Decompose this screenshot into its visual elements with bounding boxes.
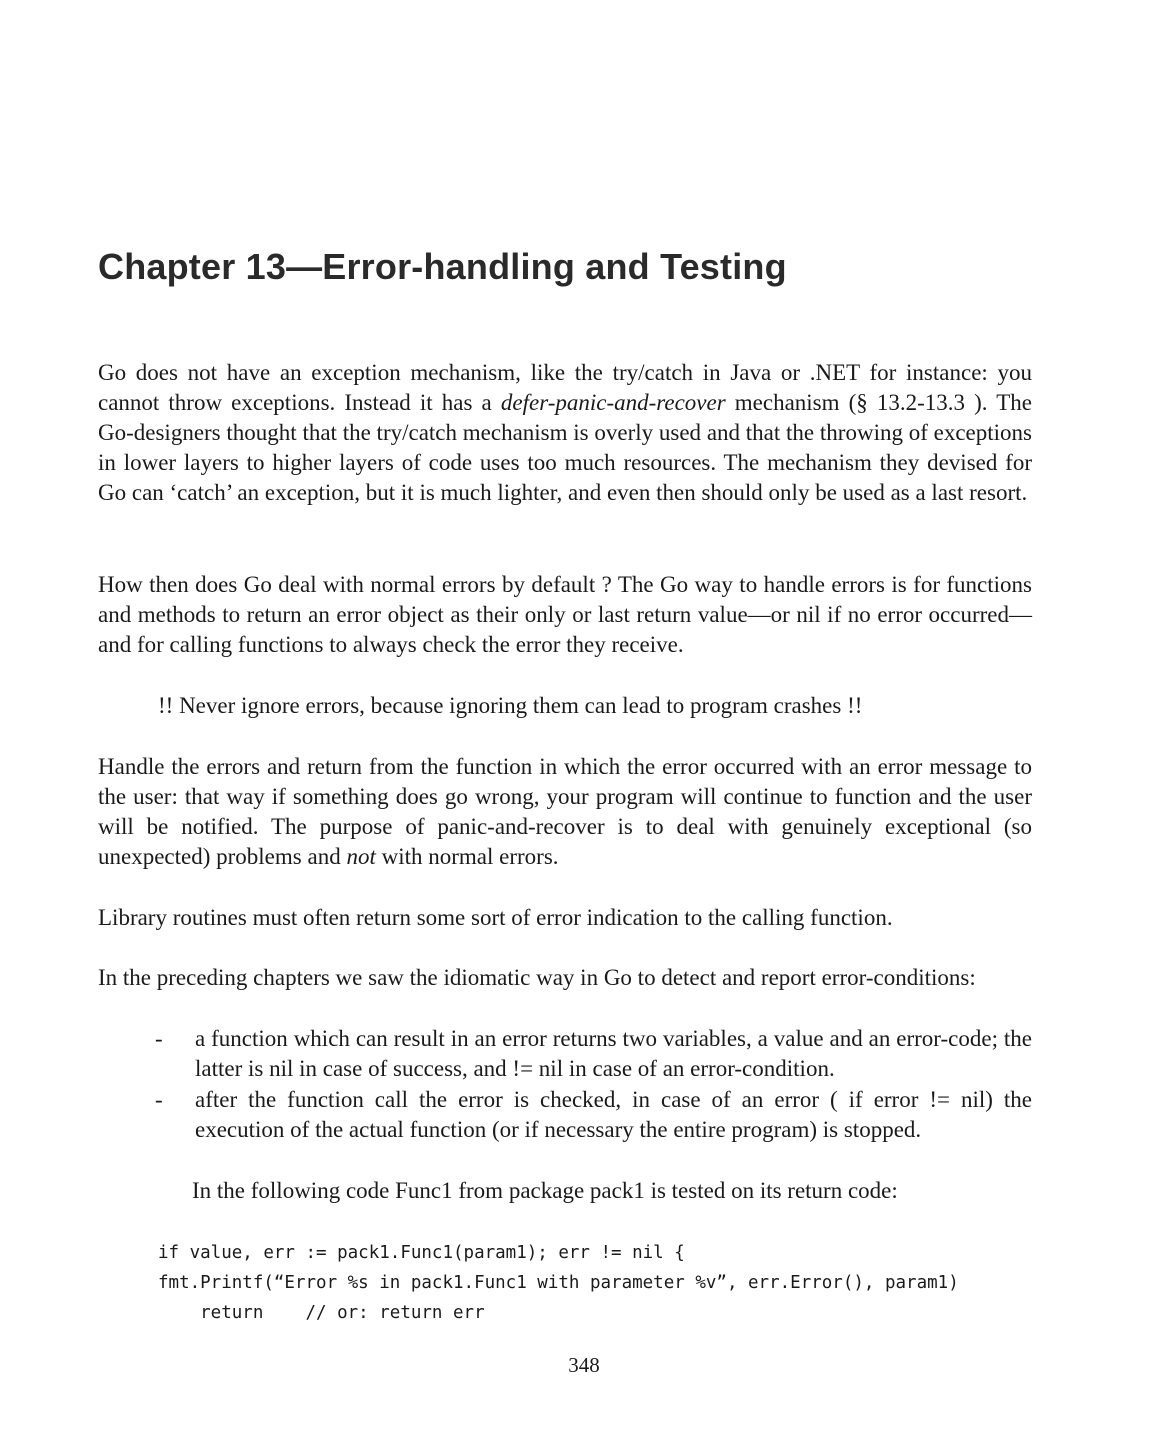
code-line: fmt.Printf(“Error %s in pack1.Func1 with parameter %v”, err.Error(), param1) <box>158 1273 959 1293</box>
paragraph-go-way: How then does Go deal with normal errors by default ? The Go way to handle errors is for functions and methods to return an error object as their only or last return value—or nil if no error occurred—and for calling functions to always check the error they receive. <box>98 572 1032 657</box>
bullet-marker: - <box>155 1026 163 1051</box>
paragraph-handle-errors-italic: not <box>346 844 376 869</box>
list-item-text: after the function call the error is checked, in case of an error ( if error != nil) the execution of the actual function (or if necessary the entire program) is stopped. <box>195 1087 1032 1142</box>
list-item <box>155 1085 1032 1145</box>
bullet-marker: - <box>155 1087 163 1112</box>
list-item-text: a function which can result in an error returns two variables, a value and an error-code; the latter is nil in case of success, and != nil in case of an error-condition. <box>195 1026 1032 1081</box>
paragraph-handle-errors <box>98 752 1032 872</box>
paragraph-intro-italic: defer-panic-and-recover <box>500 390 726 415</box>
code-block <box>158 1238 959 1328</box>
idiom-list <box>155 1024 1032 1146</box>
paragraph-intro <box>98 358 1032 508</box>
code-line: return // or: return err <box>158 1303 485 1323</box>
chapter-title: Chapter 13—Error-handling and Testing <box>98 246 787 287</box>
paragraph-handle-errors-part2: with normal errors. <box>375 844 559 869</box>
paragraph-handle-errors-part1: Handle the errors and return from the function in which the error occurred with an error message to the user: that way if something does go wrong, your program will continue to function and the user will be notified. The purpose of panic-and-recover is to deal with genuinely exceptional (so unexpected) problems and <box>98 754 1032 869</box>
paragraph-preceding-chapters: In the preceding chapters we saw the idiomatic way in Go to detect and report error-conditions: <box>98 965 976 990</box>
code-line: if value, err := pack1.Func1(param1); err != nil { <box>158 1243 685 1263</box>
warning-note: !! Never ignore errors, because ignoring them can lead to program crashes !! <box>158 693 863 718</box>
list-item <box>155 1024 1032 1084</box>
page-number: 348 <box>568 1353 600 1377</box>
paragraph-intro-part1: Go does not have an exception mechanism, like the try/catch in Java or .NET for instance: you cannot throw exceptions. Instead it has a <box>98 360 1032 415</box>
paragraph-intro-part2: mechanism (§ 13.2-13.3 ). The Go-designers thought that the try/catch mechanism is overly used and that the throwing of exceptions in lower layers to higher layers of code uses too much resources. The mechanism they devised for Go can ‘catch’ an exception, but it is much lighter, and even then should only be used as a last resort. <box>98 390 1032 505</box>
paragraph-code-intro: In the following code Func1 from package pack1 is tested on its return code: <box>192 1178 898 1203</box>
paragraph-library-routines: Library routines must often return some sort of error indication to the calling function. <box>98 905 893 930</box>
